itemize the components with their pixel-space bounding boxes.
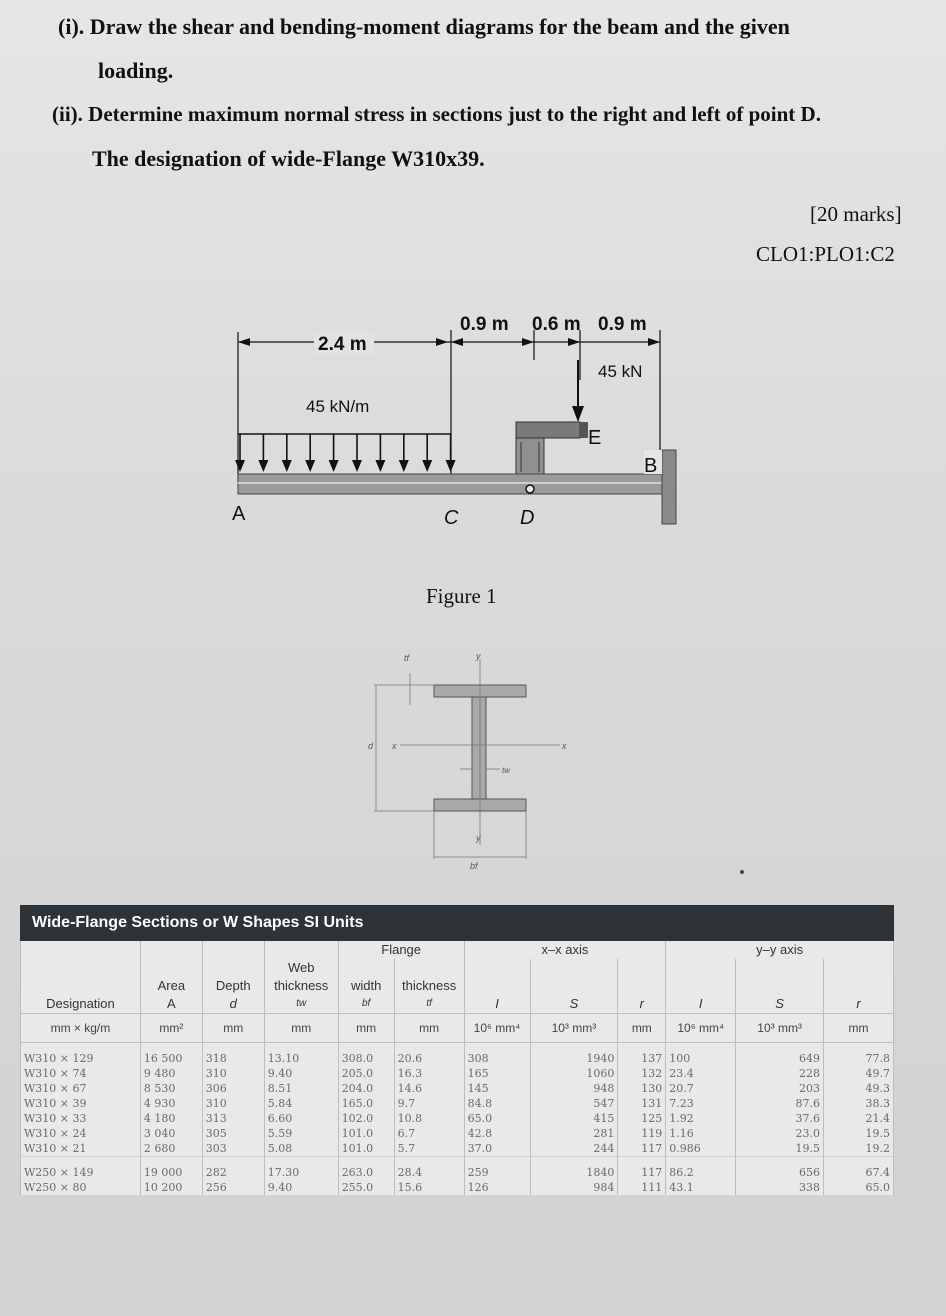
w-shapes-table xyxy=(20,905,894,1305)
unit-cell: mm xyxy=(338,1014,394,1043)
table-cell: 165 xyxy=(464,1066,530,1081)
table-cell: 1.92 xyxy=(666,1111,736,1126)
table-cell: 21.4 xyxy=(824,1111,894,1126)
section-label-tf: tf xyxy=(404,653,410,663)
table-cell: 23.0 xyxy=(736,1126,824,1141)
table-cell: 1940 xyxy=(530,1051,618,1066)
figure-caption: Figure 1 xyxy=(426,584,497,608)
label-B: B xyxy=(644,455,658,477)
table-row xyxy=(21,1141,894,1157)
table-cell: W310 × 67 xyxy=(21,1081,141,1096)
label-E: E xyxy=(588,427,602,449)
table-cell: 101.0 xyxy=(338,1141,394,1157)
table-cell: W310 × 39 xyxy=(21,1096,141,1111)
table-cell: 310 xyxy=(202,1096,264,1111)
spacer-row xyxy=(21,1043,894,1052)
section-label-y-top: y xyxy=(476,651,481,661)
table-cell: 547 xyxy=(530,1096,618,1111)
table-cell: 1060 xyxy=(530,1066,618,1081)
table-cell: 205.0 xyxy=(338,1066,394,1081)
table-cell: 259 xyxy=(464,1165,530,1180)
table-cell: 13.10 xyxy=(264,1051,338,1066)
distributed-load-arrows xyxy=(235,434,456,472)
table-row xyxy=(21,1096,894,1111)
table-cell: 28.4 xyxy=(394,1165,464,1180)
table-cell: 43.1 xyxy=(666,1180,736,1195)
section-label-y-bottom: y xyxy=(476,833,481,843)
table-cell: 1840 xyxy=(530,1165,618,1180)
section-label-d: d xyxy=(368,741,374,751)
load-arrow-head xyxy=(375,460,385,472)
table-cell: 17.30 xyxy=(264,1165,338,1180)
header-flange-thickness: thickness xyxy=(394,977,464,995)
table-cell: 20.6 xyxy=(394,1051,464,1066)
symbol-ix: I xyxy=(464,995,530,1014)
symbol-tf: tf xyxy=(394,995,464,1014)
spacer-row xyxy=(21,1157,894,1166)
table-cell: 20.7 xyxy=(666,1081,736,1096)
table-cell: 305 xyxy=(202,1126,264,1141)
unit-cell: 10³ mm³ xyxy=(530,1014,618,1043)
question-2-line-1: (ii). Determine maximum normal stress in sections just to the right and left of point D. xyxy=(52,102,821,126)
table-cell: 948 xyxy=(530,1081,618,1096)
load-arrow-head xyxy=(399,460,409,472)
distributed-load-label: 45 kN/m xyxy=(306,397,370,416)
table-row xyxy=(21,1126,894,1141)
symbol-depth: d xyxy=(202,995,264,1014)
group-xx-axis: x–x axis xyxy=(464,941,666,959)
table-cell: 87.6 xyxy=(736,1096,824,1111)
table-cell: 338 xyxy=(736,1180,824,1195)
group-yy-axis: y–y axis xyxy=(666,941,894,959)
table-cell: 6.7 xyxy=(394,1126,464,1141)
question-1-line-2: loading. xyxy=(98,58,174,83)
unit-cell: mm xyxy=(394,1014,464,1043)
table-cell: 19 000 xyxy=(140,1165,202,1180)
table-cell: 4 180 xyxy=(140,1111,202,1126)
table-cell: 2 680 xyxy=(140,1141,202,1157)
table-cell: 77.8 xyxy=(824,1051,894,1066)
table-cell: 126 xyxy=(464,1180,530,1195)
label-A: A xyxy=(232,503,246,525)
symbol-ry: r xyxy=(824,995,894,1014)
table-cell: 10 200 xyxy=(140,1180,202,1195)
table-cell: 65.0 xyxy=(824,1180,894,1195)
table-cell: 49.7 xyxy=(824,1066,894,1081)
unit-cell: 10⁶ mm⁴ xyxy=(666,1014,736,1043)
question-1-line-1: (i). Draw the shear and bending-moment diagrams for the beam and the given xyxy=(58,14,790,39)
speck xyxy=(740,870,744,874)
beam-figure xyxy=(220,300,700,540)
section-label-x-right: x xyxy=(562,741,567,751)
table-cell: 8.51 xyxy=(264,1081,338,1096)
table-cell: 308.0 xyxy=(338,1051,394,1066)
table-row xyxy=(21,1111,894,1126)
section-label-bf: bf xyxy=(470,861,478,871)
table-cell: 4 930 xyxy=(140,1096,202,1111)
table-cell: 656 xyxy=(736,1165,824,1180)
table-cell: 9 480 xyxy=(140,1066,202,1081)
table-cell: 5.08 xyxy=(264,1141,338,1157)
table-cell: 130 xyxy=(618,1081,666,1096)
table-cell: 5.59 xyxy=(264,1126,338,1141)
load-arrow-head xyxy=(305,460,315,472)
section-figure xyxy=(360,645,580,875)
symbol-tw: tw xyxy=(264,995,338,1014)
table-cell: 145 xyxy=(464,1081,530,1096)
table-cell: 119 xyxy=(618,1126,666,1141)
table-cell: 203 xyxy=(736,1081,824,1096)
table-cell: 313 xyxy=(202,1111,264,1126)
table-cell: 6.60 xyxy=(264,1111,338,1126)
table-cell: 131 xyxy=(618,1096,666,1111)
question-2-line-2: The designation of wide-Flange W310x39. xyxy=(92,146,485,171)
table-row xyxy=(21,1180,894,1195)
unit-cell: mm xyxy=(618,1014,666,1043)
load-arrow-head xyxy=(446,460,456,472)
table-cell: 84.8 xyxy=(464,1096,530,1111)
table-cell: 255.0 xyxy=(338,1180,394,1195)
unit-cell: 10⁶ mm⁴ xyxy=(464,1014,530,1043)
table-cell: 244 xyxy=(530,1141,618,1157)
clo-label: CLO1:PLO1:C2 xyxy=(756,242,895,266)
load-arrow-head xyxy=(422,460,432,472)
table-cell: 5.7 xyxy=(394,1141,464,1157)
unit-cell: mm xyxy=(202,1014,264,1043)
table-cell: 102.0 xyxy=(338,1111,394,1126)
table-cell: 9.40 xyxy=(264,1066,338,1081)
symbol-area: A xyxy=(140,995,202,1014)
header-web-thickness: thickness xyxy=(264,977,338,995)
header-flange-width: width xyxy=(338,977,394,995)
label-D: D xyxy=(520,507,535,529)
symbol-iy: I xyxy=(666,995,736,1014)
table-cell: 5.84 xyxy=(264,1096,338,1111)
table-cell: 310 xyxy=(202,1066,264,1081)
table-cell: W310 × 24 xyxy=(21,1126,141,1141)
table-row xyxy=(21,1051,894,1066)
table-cell: 65.0 xyxy=(464,1111,530,1126)
table-cell: W310 × 21 xyxy=(21,1141,141,1157)
table-cell: 86.2 xyxy=(666,1165,736,1180)
unit-cell: mm² xyxy=(140,1014,202,1043)
table-cell: 100 xyxy=(666,1051,736,1066)
table-cell: 10.8 xyxy=(394,1111,464,1126)
table-cell: W250 × 80 xyxy=(21,1180,141,1195)
dim-0-6: 0.6 m xyxy=(532,314,581,335)
table-cell: W310 × 33 xyxy=(21,1111,141,1126)
table-cell: 415 xyxy=(530,1111,618,1126)
unit-cell: mm xyxy=(264,1014,338,1043)
table-cell: 15.6 xyxy=(394,1180,464,1195)
table-cell: 19.2 xyxy=(824,1141,894,1157)
header-web: Web xyxy=(264,959,338,977)
table-cell: W250 × 149 xyxy=(21,1165,141,1180)
load-arrow-head xyxy=(329,460,339,472)
header-designation: Designation xyxy=(21,995,141,1014)
symbol-sx: S xyxy=(530,995,618,1014)
symbol-bf: bf xyxy=(338,995,394,1014)
dim-2-4: 2.4 m xyxy=(318,334,367,355)
group-flange: Flange xyxy=(338,941,464,959)
header-depth: Depth xyxy=(202,977,264,995)
table-cell: 9.7 xyxy=(394,1096,464,1111)
table-row xyxy=(21,1081,894,1096)
table-cell: 42.8 xyxy=(464,1126,530,1141)
table-cell: 101.0 xyxy=(338,1126,394,1141)
table-cell: 37.0 xyxy=(464,1141,530,1157)
table-cell: 263.0 xyxy=(338,1165,394,1180)
header-area: Area xyxy=(140,977,202,995)
load-arrow-head xyxy=(258,460,268,472)
table-cell: 16 500 xyxy=(140,1051,202,1066)
table-cell: 9.40 xyxy=(264,1180,338,1195)
dim-0-9-right: 0.9 m xyxy=(598,314,647,335)
table-cell: 7.23 xyxy=(666,1096,736,1111)
table-cell: 23.4 xyxy=(666,1066,736,1081)
table-cell: 3 040 xyxy=(140,1126,202,1141)
unit-cell: mm xyxy=(824,1014,894,1043)
table-row xyxy=(21,1066,894,1081)
table-cell: 137 xyxy=(618,1051,666,1066)
table-cell: 318 xyxy=(202,1051,264,1066)
unit-cell: mm × kg/m xyxy=(21,1014,141,1043)
table-cell: W310 × 129 xyxy=(21,1051,141,1066)
table-cell: 19.5 xyxy=(736,1141,824,1157)
table-cell: 281 xyxy=(530,1126,618,1141)
table-cell: 0.986 xyxy=(666,1141,736,1157)
table-cell: 282 xyxy=(202,1165,264,1180)
table-cell: 649 xyxy=(736,1051,824,1066)
point-load-label: 45 kN xyxy=(598,362,643,381)
table-cell: 49.3 xyxy=(824,1081,894,1096)
table-cell: 1.16 xyxy=(666,1126,736,1141)
table-cell: 16.3 xyxy=(394,1066,464,1081)
table-cell: 165.0 xyxy=(338,1096,394,1111)
label-C: C xyxy=(444,507,459,529)
table-cell: 14.6 xyxy=(394,1081,464,1096)
load-arrow-head xyxy=(352,460,362,472)
load-arrow-head xyxy=(282,460,292,472)
table-cell: 308 xyxy=(464,1051,530,1066)
table-cell: 303 xyxy=(202,1141,264,1157)
table-cell: 125 xyxy=(618,1111,666,1126)
units-row xyxy=(21,1014,894,1043)
table-cell: 256 xyxy=(202,1180,264,1195)
unit-cell: 10³ mm³ xyxy=(736,1014,824,1043)
load-arrow-head xyxy=(235,460,245,472)
table-cell: W310 × 74 xyxy=(21,1066,141,1081)
symbol-sy: S xyxy=(736,995,824,1014)
table-body xyxy=(21,1043,894,1196)
table-title: Wide-Flange Sections or W Shapes SI Units xyxy=(20,905,894,941)
symbol-rx: r xyxy=(618,995,666,1014)
table-cell: 19.5 xyxy=(824,1126,894,1141)
table-cell: 8 530 xyxy=(140,1081,202,1096)
table-cell: 984 xyxy=(530,1180,618,1195)
table-cell: 117 xyxy=(618,1165,666,1180)
table-cell: 67.4 xyxy=(824,1165,894,1180)
table-row xyxy=(21,1165,894,1180)
marks-label: [20 marks] xyxy=(810,202,902,226)
table-cell: 306 xyxy=(202,1081,264,1096)
table-cell: 204.0 xyxy=(338,1081,394,1096)
dim-0-9-left: 0.9 m xyxy=(460,314,509,335)
table-cell: 117 xyxy=(618,1141,666,1157)
table-cell: 132 xyxy=(618,1066,666,1081)
section-label-tw: tw xyxy=(502,766,510,775)
table-cell: 228 xyxy=(736,1066,824,1081)
table-cell: 37.6 xyxy=(736,1111,824,1126)
section-label-x-left: x xyxy=(392,741,397,751)
table-cell: 111 xyxy=(618,1180,666,1195)
table-cell: 38.3 xyxy=(824,1096,894,1111)
